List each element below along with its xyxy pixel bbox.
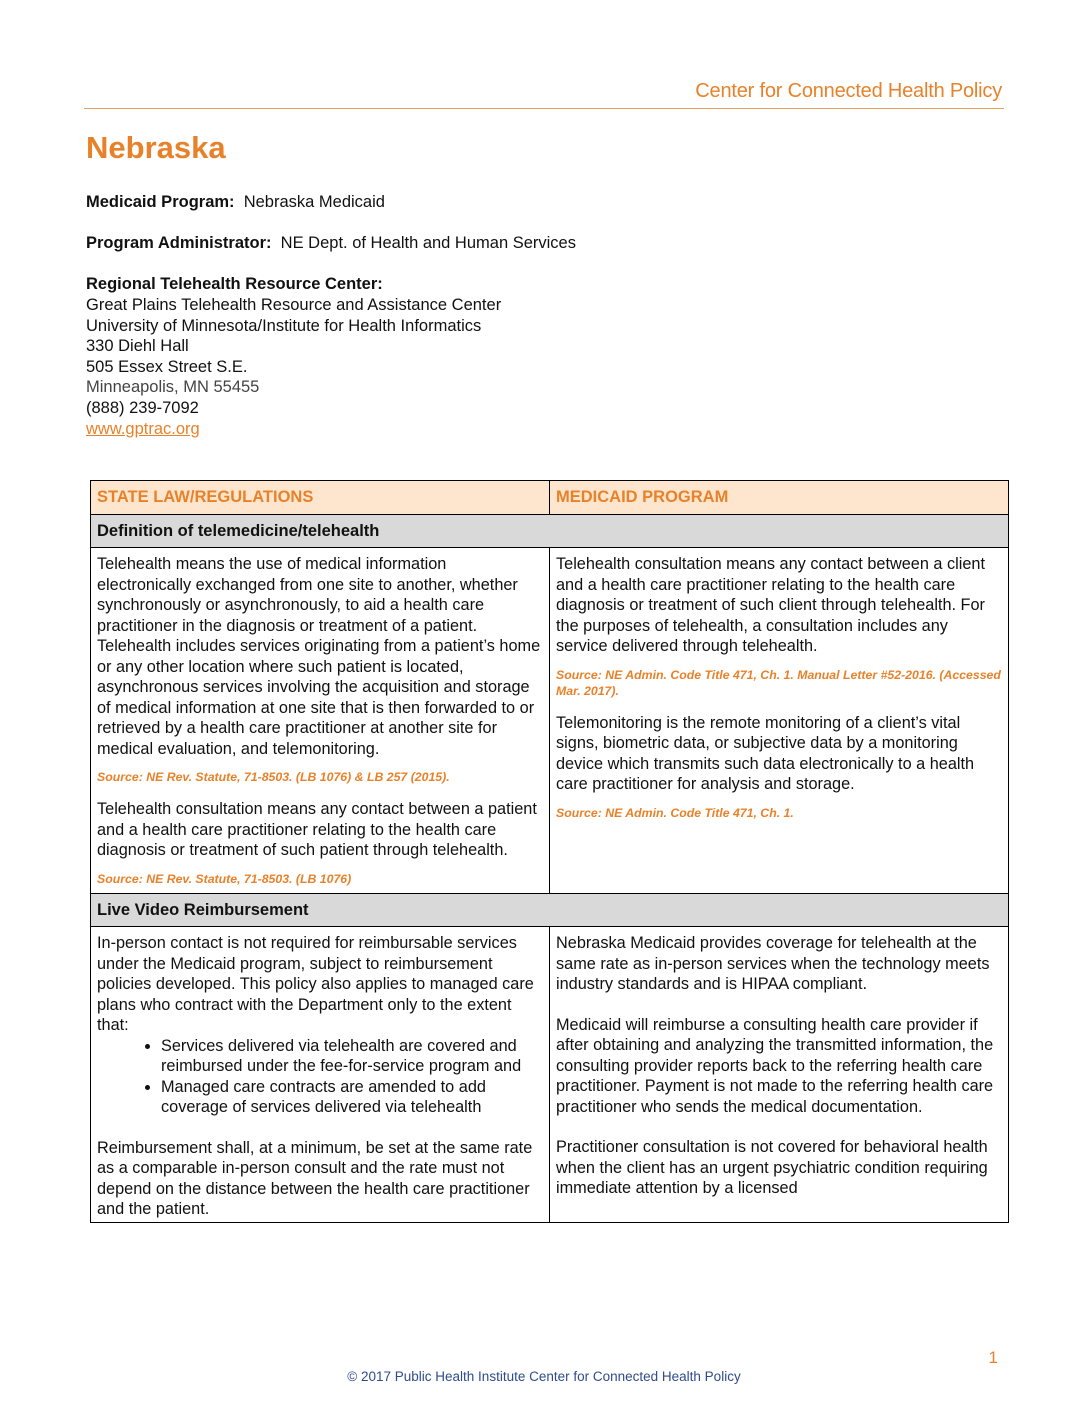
medicaid-cell [550, 548, 1009, 894]
administrator-value: NE Dept. of Health and Human Services [280, 234, 576, 253]
page-title: Nebraska [86, 130, 226, 165]
footer-copyright: © 2017 Public Health Institute Center for Connected Health Policy [347, 1369, 741, 1384]
rtrc-line: (888) 239-7092 [86, 398, 199, 417]
cell-paragraph: Telehealth means the use of medical information electronically exchanged from one site to another, whether synchronously or asynchronously, to aid a health care practitioner in the diagnosis or treatment of a patient. Telehealth includes services originating from a patient’s home or any other location where such patient is located, asynchronous services involving the acquisition and storage of medical information at one site that is then forwarded to or retrieved by a health care practitioner at another site for medical evaluation, and telemonitoring. [97, 555, 541, 758]
state-law-cell [91, 927, 550, 1223]
table-row [91, 927, 1009, 1223]
section-header: Definition of telemedicine/telehealth [91, 514, 1009, 548]
table-row [91, 548, 1009, 894]
source-citation: Source: NE Admin. Code Title 471, Ch. 1. [556, 805, 794, 820]
rtrc-website-link[interactable]: www.gptrac.org [86, 419, 200, 438]
rtrc-line: 505 Essex Street S.E. [86, 357, 248, 376]
medicaid-program-label: Medicaid Program: [86, 193, 235, 211]
policy-table [90, 480, 1009, 1223]
header-title: Center for Connected Health Policy [695, 80, 1002, 102]
cell-paragraph: Telehealth consultation means any contact between a client and a health care practitioner relating to the health care diagnosis or treatment of such client through telehealth. For the purposes of telehealth, a consultation includes any service delivered through telehealth. [556, 555, 986, 655]
cell-paragraph: Reimbursement shall, at a minimum, be set at the same rate as a comparable in-person consult and the rate must not depend on the distance between the health care practitioner and the patient. [97, 1138, 533, 1218]
medicaid-cell [550, 927, 1009, 1223]
column-header-state-law: STATE LAW/REGULATIONS [91, 481, 550, 515]
medicaid-program-value: Nebraska Medicaid [243, 193, 385, 211]
source-citation: Source: NE Rev. Statute, 71-8503. (LB 1076) [97, 871, 352, 886]
program-info [86, 192, 576, 439]
source-citation: Source: NE Rev. Statute, 71-8503. (LB 1076) & LB 257 (2015). [97, 770, 450, 784]
bullet-list [97, 1036, 543, 1118]
page-number: 1 [988, 1348, 998, 1367]
cell-paragraph: Nebraska Medicaid provides coverage for telehealth at the same rate as in-person services when the technology meets industry standards and is HIPAA compliant. [556, 934, 990, 993]
column-header-medicaid: MEDICAID PROGRAM [550, 481, 1009, 515]
cell-paragraph: Telemonitoring is the remote monitoring of a client’s vital signs, biometric data, or subjective data by a monitoring device which transmits such data electronically to a health care practitioner for analysis and storage. [556, 713, 975, 793]
medicaid-program-row [86, 192, 576, 213]
rtrc-line: Minneapolis, MN 55455 [86, 378, 260, 397]
rtrc-line: 330 Diehl Hall [86, 337, 189, 356]
rtrc-label: Regional Telehealth Resource Center: [86, 275, 383, 294]
cell-paragraph: Telehealth consultation means any contact between a patient and a health care practitioner relating to the health care diagnosis or treatment of such patient through telehealth. [97, 800, 537, 859]
list-item: • Managed care contracts are amended to add coverage of services delivered via telehealth [161, 1077, 543, 1118]
rtrc-line: University of Minnesota/Institute for Health Informatics [86, 316, 482, 335]
section-header: Live Video Reimbursement [91, 893, 1009, 927]
state-law-cell [91, 548, 550, 894]
administrator-label: Program Administrator: [86, 234, 272, 253]
rtrc-line: Great Plains Telehealth Resource and Assistance Center [86, 295, 502, 314]
administrator-row [86, 233, 576, 254]
cell-paragraph: In-person contact is not required for reimbursable services under the Medicaid program, subject to reimbursement policies developed. This policy also applies to managed care plans who contract with the Department only to the extent that: [97, 934, 534, 1034]
source-citation: Source: NE Admin. Code Title 471, Ch. 1. Manual Letter #52-2016. (Accessed Mar. 2017). [556, 667, 1001, 698]
cell-paragraph: Practitioner consultation is not covered for behavioral health when the client has an urgent psychiatric condition requiring immediate attention by a licensed [556, 1138, 988, 1197]
list-item: • Services delivered via telehealth are covered and reimbursed under the fee-for-service program and [161, 1036, 543, 1077]
header-divider [84, 108, 1004, 109]
cell-paragraph: Medicaid will reimburse a consulting health care provider if after obtaining and analyzing the transmitted information, the consulting provider reports back to the referring health care practitioner. Payment is not made to the referring health care practitioner who sends the medical documentation. [556, 1015, 994, 1116]
